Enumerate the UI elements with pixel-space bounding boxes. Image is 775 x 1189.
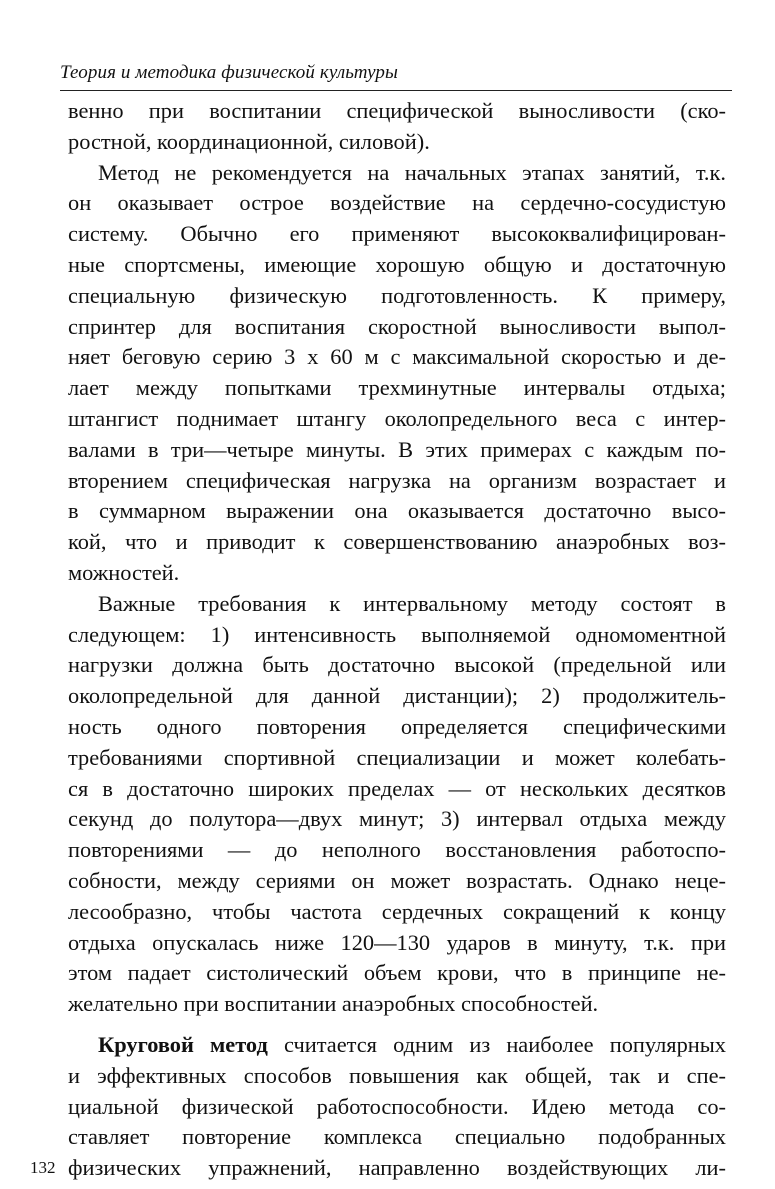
text-line: вторением специфическая нагрузка на организм возрастает и: [68, 467, 726, 493]
text-line: циальной физической работоспособности. Идею метода со-: [68, 1093, 726, 1119]
text-line: валами в три—четыре минуты. В этих примерах с каждым по-: [68, 436, 726, 462]
text-line: желательно при воспитании анаэробных способностей.: [68, 991, 599, 1017]
text-line: и эффективных способов повышения как общей, так и спе-: [68, 1062, 726, 1088]
text-line: Важные требования к интервальному методу состоят в: [98, 590, 726, 616]
text-line: физических упражнений, направленно воздействующих ли-: [68, 1155, 726, 1181]
text-line: можностей.: [68, 559, 180, 585]
text-line: этом падает систолический объем крови, что в принципе не-: [68, 960, 726, 986]
paragraph-gap: [68, 1020, 726, 1030]
text-line: кой, что и приводит к совершенствованию анаэробных воз-: [68, 529, 726, 555]
running-header: Теория и методика физической культуры: [60, 62, 398, 83]
text-line: специальную физическую подготовленность. К примеру,: [68, 282, 726, 308]
text-line: требованиями спортивной специализации и может колебать-: [68, 744, 726, 770]
text-line: ся в достаточно широких пределах — от нескольких десятков: [68, 775, 726, 801]
text-line: околопредельной для данной дистанции); 2) продолжитель-: [68, 683, 726, 709]
bold-term: Круговой метод: [98, 1031, 268, 1057]
text-line: собности, между сериями он может возрастать. Однако неце-: [68, 867, 726, 893]
text-line: ные спортсмены, имеющие хорошую общую и достаточную: [68, 251, 726, 277]
text-line: [68, 1030, 726, 1061]
text-line: спринтер для воспитания скоростной выносливости выпол-: [68, 313, 726, 339]
text-line: систему. Обычно его применяют высококвалифицирован-: [68, 221, 726, 247]
text-line: няет беговую серию 3 х 60 м с максимальной скоростью и де-: [68, 344, 726, 370]
text-line: ность одного повторения определяется специфическими: [68, 713, 726, 739]
text-line: венно при воспитании специфической выносливости (ско-: [68, 98, 726, 123]
text-line: штангист поднимает штангу околопредельного веса с интер-: [68, 405, 726, 431]
text-line: лает между попытками трехминутные интервалы отдыха;: [68, 375, 726, 401]
text-line: в суммарном выражении она оказывается достаточно высо-: [68, 498, 726, 524]
text-line: повторениями — до неполного восстановления работоспо-: [68, 837, 726, 863]
text-line: он оказывает острое воздействие на сердечно-сосудистую: [68, 190, 726, 216]
header-rule: [60, 90, 732, 91]
text-line: следующем: 1) интенсивность выполняемой одномоментной: [68, 621, 726, 647]
text-line: нагрузки должна быть достаточно высокой (предельной или: [68, 652, 726, 678]
text-run: считается одним из наиболее популярных: [267, 1031, 726, 1057]
text-line: секунд до полутора—двух минут; 3) интервал отдыха между: [68, 806, 726, 832]
text-line: ростной, координационной, силовой).: [68, 128, 430, 154]
text-line: отдыха опускалась ниже 120—130 ударов в минуту, т.к. при: [68, 929, 726, 955]
text-line: Метод не рекомендуется на начальных этапах занятий, т.к.: [98, 159, 726, 185]
page-number: 132: [30, 1158, 56, 1177]
text-line: ставляет повторение комплекса специально подобранных: [68, 1124, 726, 1150]
text-line: лесообразно, чтобы частота сердечных сокращений к концу: [68, 898, 726, 924]
body-text: [68, 96, 726, 1184]
